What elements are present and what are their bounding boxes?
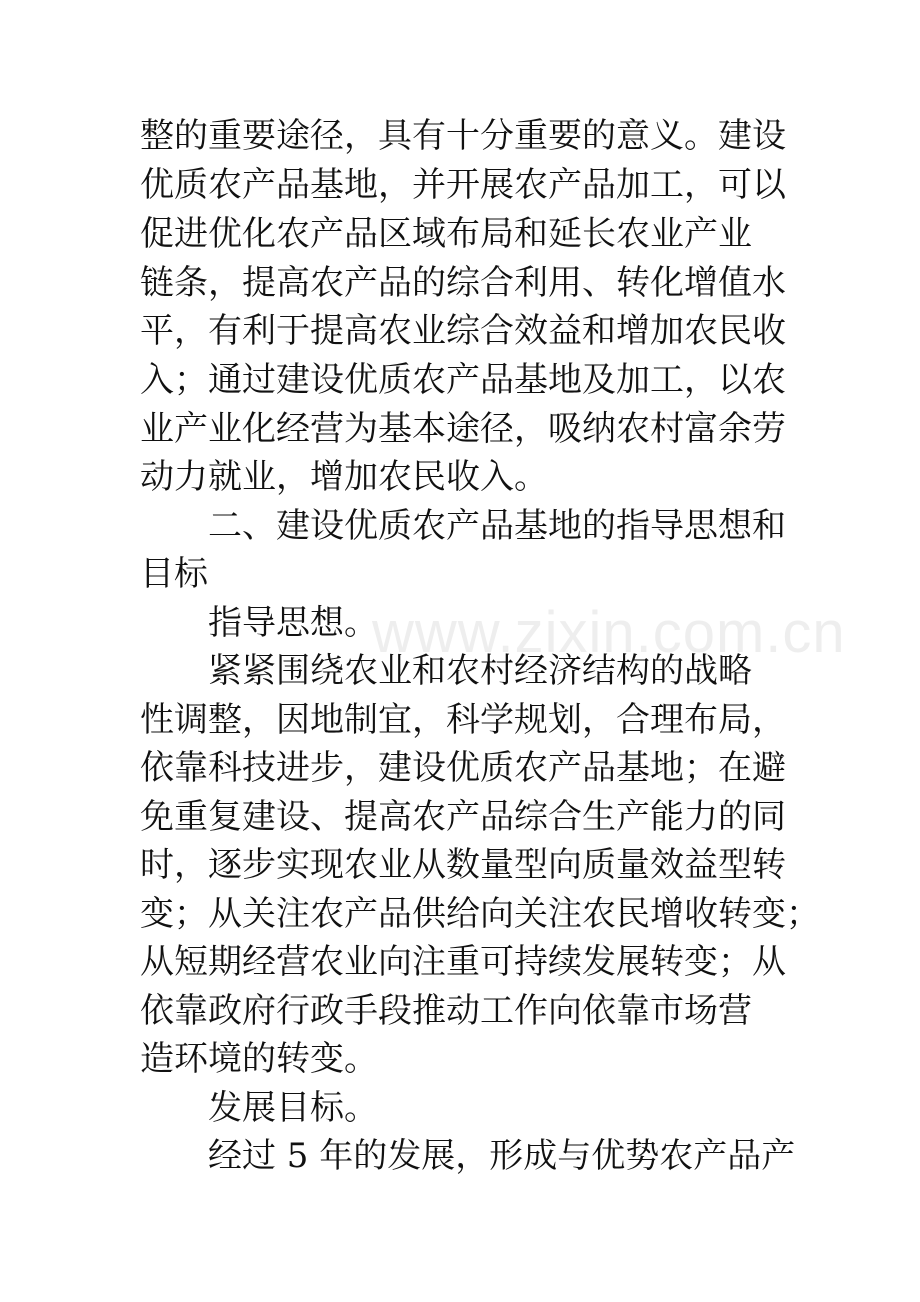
text-line: 依靠政府行政手段推动工作向依靠市场营 (140, 991, 752, 1031)
text-line: 入；通过建设优质农产品基地及加工，以农 (140, 360, 786, 400)
text-line: 依靠科技进步，建设优质农产品基地；在避 (140, 748, 786, 788)
section-heading-continued: 目标 (140, 554, 208, 594)
text-line: 业产业化经营为基本途径，吸纳农村富余劳 (140, 409, 786, 449)
section-heading: 二、建设优质农产品基地的指导思想和 (208, 506, 786, 546)
text-line: 动力就业，增加农民收入。 (140, 457, 548, 497)
text-line: 造环境的转变。 (140, 1039, 378, 1079)
subheading: 指导思想。 (208, 603, 378, 643)
text-line: 优质农产品基地，并开展农产品加工，可以 (140, 165, 786, 205)
text-line: 经过 5 年的发展，形成与优势农产品产 (208, 1136, 796, 1176)
text-line: 整的重要途径，具有十分重要的意义。建设 (140, 116, 786, 156)
watermark: www.zixin.com.cn (372, 600, 846, 665)
text-line: 紧紧围绕农业和农村经济结构的战略 (208, 651, 752, 691)
text-line: 变；从关注农产品供给向关注农民增收转变； (140, 894, 820, 934)
text-line: 促进优化农产品区域布局和延长农业产业 (140, 214, 752, 254)
text-line: 链条，提高农产品的综合利用、转化增值水 (140, 263, 786, 303)
subheading: 发展目标。 (208, 1088, 378, 1128)
text-line: 时，逐步实现农业从数量型向质量效益型转 (140, 845, 786, 885)
text-line: 平，有利于提高农业综合效益和增加农民收 (140, 311, 786, 351)
text-line: 从短期经营农业向注重可持续发展转变；从 (140, 942, 786, 982)
text-line: 性调整，因地制宜，科学规划，合理布局， (140, 700, 786, 740)
text-line: 免重复建设、提高农产品综合生产能力的同 (140, 797, 786, 837)
